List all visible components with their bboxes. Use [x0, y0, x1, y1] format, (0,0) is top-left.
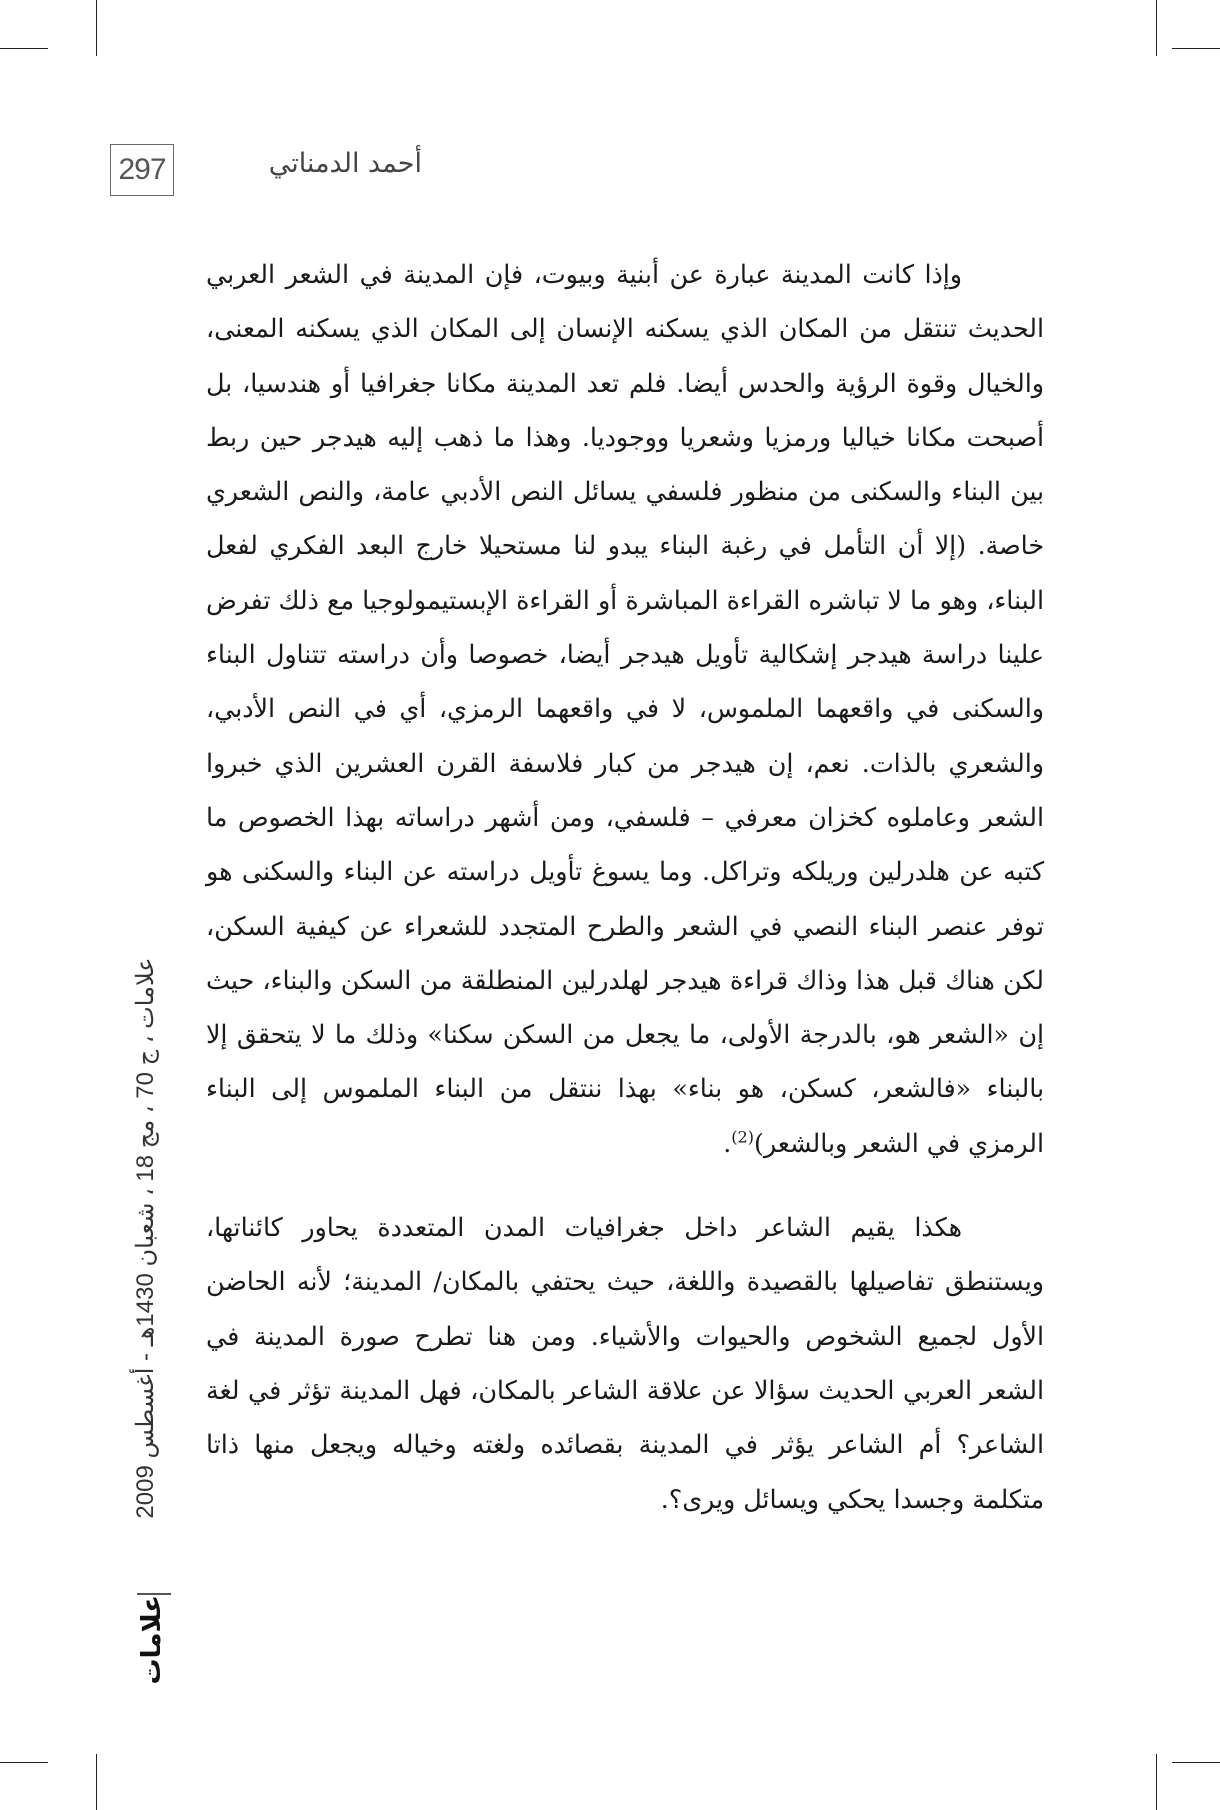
crop-mark-top-left-horizontal	[0, 48, 48, 49]
crop-mark-bottom-left-horizontal	[0, 1762, 48, 1763]
page-number: 297	[110, 144, 174, 196]
crop-mark-top-right	[1156, 0, 1157, 56]
footnote-reference: (2)	[731, 1127, 754, 1147]
running-header-author: أحمد الدمناتي	[268, 148, 422, 179]
crop-mark-bottom-left	[96, 1754, 97, 1810]
journal-issue-info: علامات ، ج 70 ، مج 18 ، شعبان 1430هـ - أغسطس 2009	[132, 957, 159, 1519]
crop-mark-top-left	[96, 0, 97, 56]
article-body	[206, 248, 1044, 1527]
crop-mark-bottom-right-horizontal	[1172, 1762, 1220, 1763]
paragraph-1-text: وإذا كانت المدينة عبارة عن أبنية وبيوت، فإن المدينة في الشعر العربي الحديث تنتقل من المكان الذي يسكنه الإنسان إلى المكان الذي يسكنه المعنى، والخيال وقوة الرؤية والحدس أيضا. فلم تعد المدينة مكانا جغرافيا أو هندسيا، بل أصبحت مكانا خياليا ورمزيا وشعريا ووجوديا. وهذا ما ذهب إليه هيدجر حين ربط بين البناء والسكنى من منظور فلسفي يسائل النص الأدبي عامة، والنص الشعري خاصة. (إلا أن التأمل في رغبة البناء يبدو لنا مستحيلا خارج البعد الفكري لفعل البناء، وهو ما لا تباشره القراءة المباشرة أو القراءة الإبستيمولوجيا مع ذلك تفرض علينا دراسة هيدجر إشكالية تأويل هيدجر أيضا، خصوصا وأن دراسته تتناول البناء والسكنى في واقعهما الملموس، لا في واقعهما الرمزي، أي في النص الأدبي، والشعري بالذات. نعم، إن هيدجر من كبار فلاسفة القرن العشرين الذي خبروا الشعر وعاملوه كخزان معرفي – فلسفي، ومن أشهر دراساته بهذا الخصوص ما كتبه عن هلدرلين وريلكه وتراكل. وما يسوغ تأويل دراسته عن البناء والسكنى هو توفر عنصر البناء النصي في الشعر والطرح المتجدد للشعراء عن كيفية السكن، لكن هناك قبل هذا وذاك قراءة هيدجر لهلدرلين المنطلقة من السكن والبناء، حيث إن «الشعر هو، بالدرجة الأولى، ما يجعل من السكن سكنا» وذلك ما لا يتحقق إلا بالبناء «فالشعر، كسكن، هو بناء» بهذا ننتقل من البناء الملموس إلى البناء الرمزي في الشعر وبالشعر)	[206, 260, 1044, 1158]
crop-mark-top-right-horizontal	[1172, 48, 1220, 49]
journal-logo: علامات	[137, 1595, 167, 1685]
paragraph-1	[206, 248, 1044, 1171]
crop-mark-bottom-right	[1156, 1754, 1157, 1810]
paragraph-2: هكذا يقيم الشاعر داخل جغرافيات المدن المتعددة يحاور كائناتها، ويستنطق تفاصيلها بالقصيدة واللغة، حيث يحتفي بالمكان/ المدينة؛ لأنه الحاضن الأول لجميع الشخوص والحيوات والأشياء. ومن هنا تطرح صورة المدينة في الشعر العربي الحديث سؤالا عن علاقة الشاعر بالمكان، فهل المدينة تؤثر في لغة الشاعر؟ أم الشاعر يؤثر في المدينة بقصائده ولغته وخياله ويجعل منها ذاتا متكلمة وجسدا يحكي ويسائل ويرى؟.	[206, 1213, 1044, 1514]
paragraph-1-end: .	[723, 1128, 732, 1158]
